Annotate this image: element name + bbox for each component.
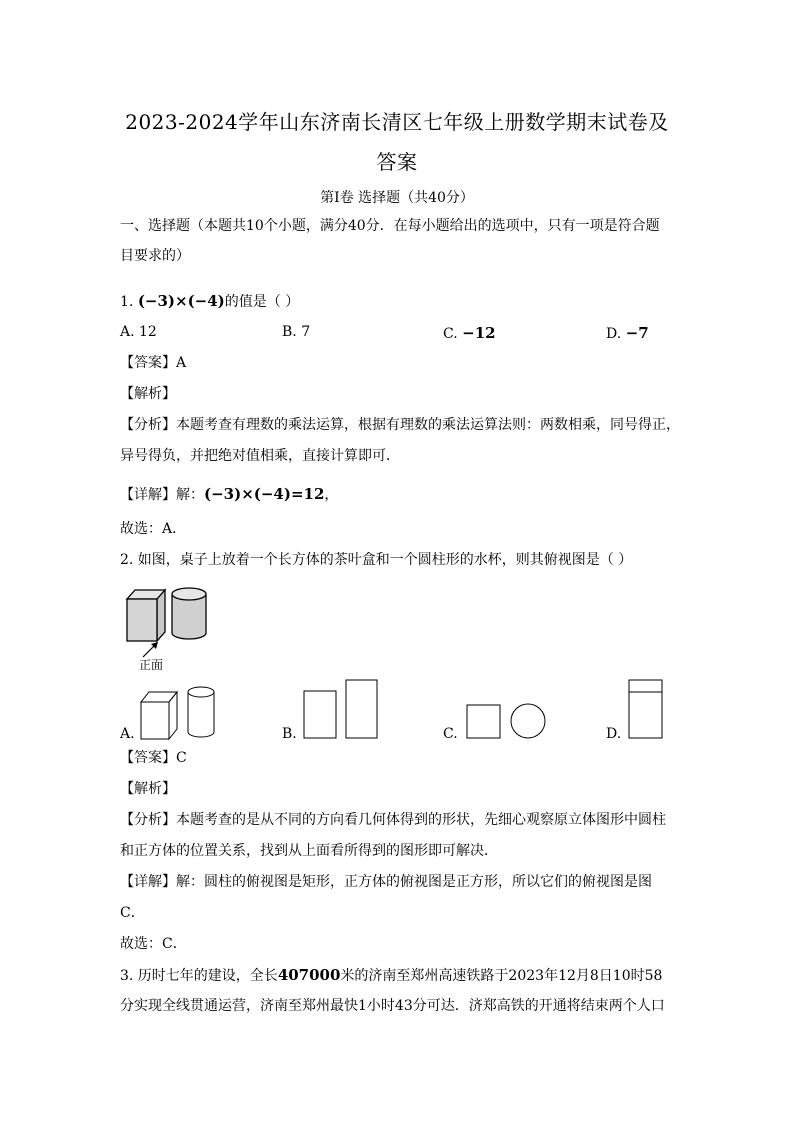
- q2-analysis-line2: 和正方体的位置关系，找到从上面看所得到的图形即可解决．: [120, 843, 498, 859]
- q1-option-d: D. −7: [606, 324, 649, 342]
- q2-option-c-label: C.: [443, 726, 458, 742]
- q2-detail-line1: 【详解】解：圆柱的俯视图是矩形，正方体的俯视图是正方形，所以它们的俯视图是图: [120, 874, 652, 890]
- a-cube-side: [169, 692, 177, 739]
- doc-title-line2: 答案: [376, 150, 418, 174]
- q2-choose: 故选：C．: [120, 936, 187, 952]
- q1-answer: 【答案】A: [120, 355, 187, 371]
- b-rect-right: [346, 680, 377, 738]
- section-heading-line1: 一、选择题（本题共10个小题，满分40分．在每小题给出的选项中，只有一项是符合题: [120, 218, 660, 234]
- q2-detail-line2: C．: [120, 905, 145, 921]
- q2-option-a-label: A.: [120, 726, 135, 742]
- q2-option-b-label: B.: [282, 726, 297, 742]
- a-cylinder-top: [188, 687, 214, 697]
- b-rect-left: [304, 691, 336, 738]
- cylinder-top: [172, 588, 206, 600]
- q2-option-c-figure: [464, 702, 550, 742]
- cube-front-face: [127, 599, 157, 641]
- q1-option-b: B. 7: [282, 324, 311, 340]
- figure-label-front: 正面: [139, 658, 164, 672]
- q2-answer: 【答案】C: [120, 750, 187, 766]
- c-circle: [511, 704, 545, 738]
- q3-length-number: 407000: [277, 966, 341, 984]
- q1-analysis-line1: 【分析】本题考查有理数的乘法运算，根据有理数的乘法运算法则：两数相乘，同号得正，: [120, 417, 680, 433]
- a-cylinder-body: [188, 692, 214, 737]
- q1-detail: 【详解】解：(−3)×(−4)=12，: [120, 485, 339, 503]
- d-rect: [629, 680, 662, 738]
- a-cube-front: [141, 702, 169, 739]
- cylinder-body: [172, 594, 206, 639]
- q1-option-c: C. −12: [443, 324, 496, 342]
- q1-expression: (−3)×(−4): [137, 292, 225, 310]
- q3-line2: 分实现全线贯通运营，济南至郑州最快1小时43分可达．济郑高铁的开通将结束两个人口: [120, 998, 665, 1014]
- q2-analysis-heading: 【解析】: [120, 781, 176, 797]
- q3-line1: 3. 历时七年的建设，全长407000米的济南至郑州高速铁路于2023年12月8日10时58: [120, 966, 663, 984]
- c-square: [467, 705, 500, 738]
- q2-option-d-label: D.: [606, 726, 622, 742]
- doc-subtitle: 第I卷 选择题（共40分）: [320, 190, 474, 206]
- q1-analysis-line2: 异号得负，并把绝对值相乘，直接计算即可．: [120, 448, 400, 464]
- a-cube-top: [141, 692, 177, 702]
- q2-option-d-figure: [626, 678, 666, 742]
- cube-side-face: [157, 590, 165, 641]
- q2-option-b-figure: [302, 678, 382, 742]
- q1-choose: 故选：A．: [120, 521, 187, 537]
- q2-option-a-figure: [138, 684, 220, 742]
- q2-figure: [118, 580, 228, 675]
- doc-title-line1: 2023-2024学年山东济南长清区七年级上册数学期末试卷及: [125, 110, 669, 134]
- q1-number: 1.: [120, 294, 134, 310]
- q1-stem-text: 的值是（ ）: [224, 294, 300, 310]
- q1-stem: [120, 291, 299, 312]
- q1-detail-expression: (−3)×(−4)=12: [204, 485, 325, 503]
- q1-option-a: A. 12: [120, 324, 157, 340]
- q1-analysis-heading: 【解析】: [120, 386, 176, 402]
- q2-stem: 2. 如图，桌子上放着一个长方体的茶叶盒和一个圆柱形的水杯，则其俯视图是（ ）: [120, 552, 633, 568]
- section-heading-line2: 目要求的）: [120, 248, 190, 264]
- q2-analysis-line1: 【分析】本题考查的是从不同的方向看几何体得到的形状，先细心观察原立体图形中圆柱: [120, 812, 666, 828]
